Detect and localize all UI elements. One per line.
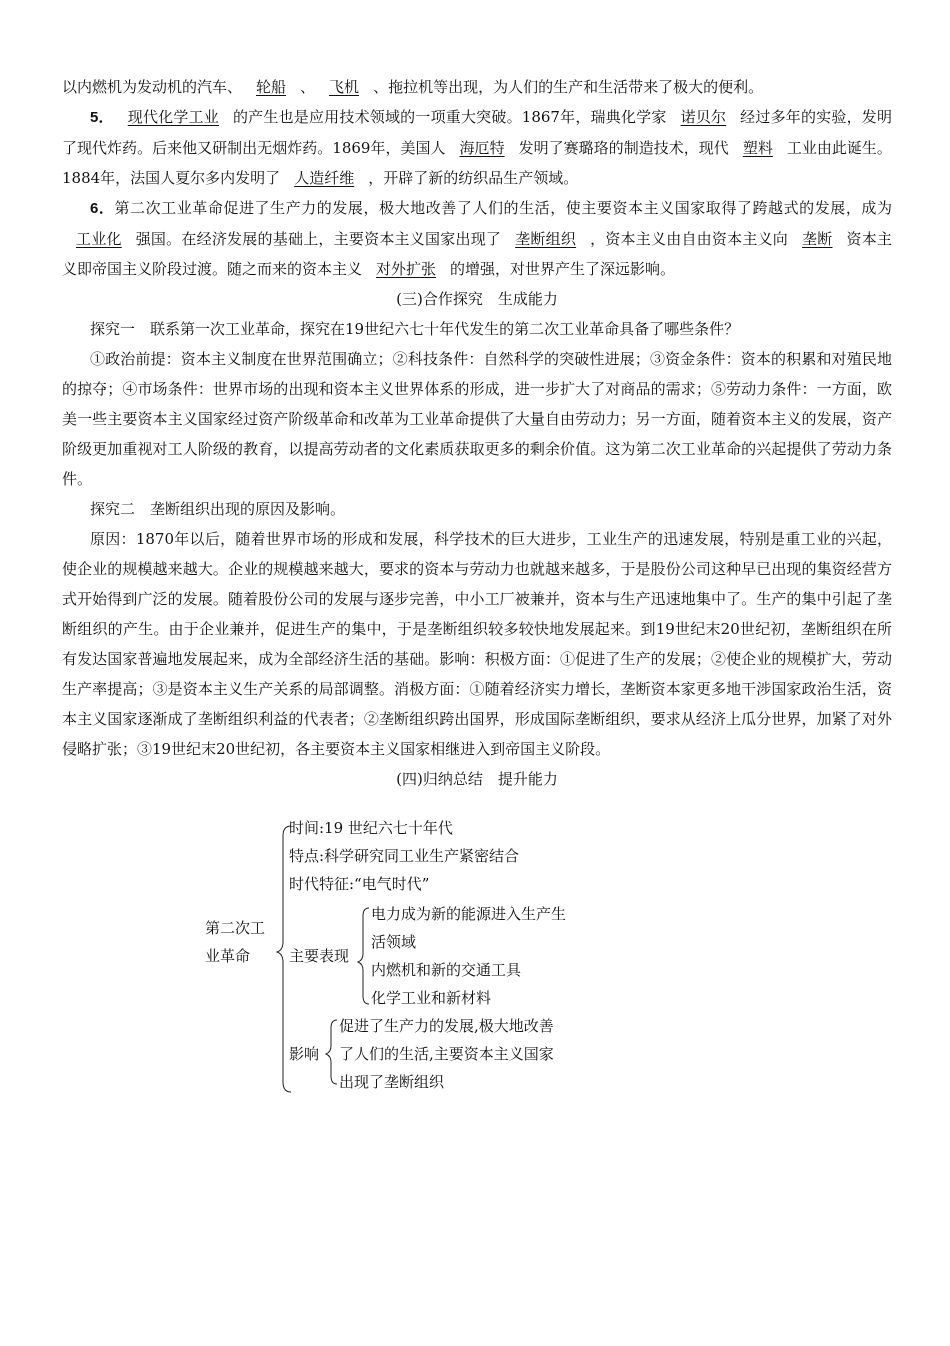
text: ，资本主义由自由资本主义向 xyxy=(590,230,789,248)
tree-root-line2: 业革命 xyxy=(205,947,251,965)
impact-bracket xyxy=(326,1020,337,1084)
tree-main-item-1a: 电力成为新的能源进入生产生 xyxy=(371,905,567,923)
tree-era: 时代特征:“电气时代” xyxy=(289,875,430,893)
question-number: 5． xyxy=(90,109,114,126)
answer-blank: 轮船 xyxy=(256,78,287,96)
answer-blank: 对外扩张 xyxy=(376,260,437,278)
explore-2-answer: 原因：1870年以后，随着世界市场的形成和发展，科学技术的巨大进步，工业生产的迅速发展，特别是重工业的兴起，使企业的规模越来越大。企业的规模越来越大，要求的资本与劳动力也就越来越多，于是股份公司这种早已出现的集资经营方式开始得到广泛的发展。随着股份公司的发展与逐步完善，中小工厂被兼并，资本与生产迅速地集中了。生产的集中引起了垄断组织的产生。由于企业兼并，促进生产的集中，于是垄断组织较多较快地发展起来。到19世纪末20世纪初，垄断组织在所有发达国家普遍地发展起来，成为全部经济生活的基础。影响：积极方面：①促进了生产的发展；②使企业的规模扩大，劳动生产率提高；③是资本主义生产关系的局部调整。消极方面：①随着经济实力增长，垄断资本家更多地干涉国家政治生活，资本主义国家逐渐成了垄断组织利益的代表者；②垄断组织跨出国界，形成国际垄断组织，要求从经济上瓜分世界，加紧了对外侵略扩张；③19世纪末20世纪初，各主要资本主义国家相继进入到帝国主义阶段。 xyxy=(62,530,892,758)
tree-feature: 特点:科学研究同工业生产紧密结合 xyxy=(289,847,520,865)
tree-main-item-2: 内燃机和新的交通工具 xyxy=(371,961,522,979)
tree-impact-line-a: 促进了生产力的发展,极大地改善 xyxy=(339,1017,554,1035)
answer-blank: 垄断 xyxy=(802,230,833,248)
answer-blank: 海厄特 xyxy=(459,139,505,157)
answer-blank: 人造纤维 xyxy=(294,169,355,187)
text: 强国。在经济发展的基础上，主要资本主义国家出现了 xyxy=(135,230,502,248)
tree-main-item-1b: 活领域 xyxy=(371,933,417,951)
tree-main-label: 主要表现 xyxy=(289,947,350,965)
text: 发明了赛璐珞的制造技术，现代 xyxy=(518,139,729,157)
text: 的产生也是应用技术领域的一项重大突破。1867年，瑞典化学家 xyxy=(232,108,667,126)
tree-root-line1: 第二次工 xyxy=(205,919,266,937)
text: 、 xyxy=(300,78,316,96)
text: 资本主义即帝国主义阶段过渡。随之而来的资本主义 xyxy=(62,230,892,278)
tree-impact-label: 影响 xyxy=(289,1045,320,1063)
answer-blank: 现代化学工业 xyxy=(127,108,219,126)
answer-blank: 诺贝尔 xyxy=(680,108,727,126)
tree-time: 时间:19 世纪六七十年代 xyxy=(289,819,453,837)
question-6 xyxy=(62,193,892,284)
text: 经过多年的实验，发明了现代炸药。后来他又研制出无烟炸药。1869年，美国人 xyxy=(62,108,892,157)
answer-blank: 垄断组织 xyxy=(515,230,577,248)
explore-1-question: 探究一 联系第一次工业革命，探究在19世纪六七十年代发生的第二次工业革命具备了哪些条件？ xyxy=(90,320,740,338)
question-5 xyxy=(62,102,892,193)
section-title-cooperative-inquiry: (三)合作探究 生成能力 xyxy=(396,290,558,308)
answer-blank: 飞机 xyxy=(329,78,360,96)
explore-2-question: 探究二 垄断组织出现的原因及影响。 xyxy=(90,500,346,518)
question-number: 6． xyxy=(90,200,115,217)
explore-1-answer: ①政治前提：资本主义制度在世界范围确立；②科技条件：自然科学的突破性进展；③资金条件：资本的积累和对殖民地的掠夺；④市场条件：世界市场的出现和资本主义世界体系的形成，进一步扩大了对商品的需求；⑤劳动力条件：一方面，欧美一些主要资本主义国家经过资产阶级革命和改革为工业革命提供了大量自由劳动力；另一方面，随着资本主义的发展，资产阶级更加重视对工人阶级的教育，以提高劳动者的文化素质获取更多的剩余价值。这为第二次工业革命的兴起提供了劳动力条件。 xyxy=(62,350,892,488)
text: 工业由此诞生。1884年，法国人夏尔多内发明了 xyxy=(62,139,892,187)
answer-blank: 塑料 xyxy=(742,139,773,157)
text: 第二次工业革命促进了生产力的发展，极大地改善了人们的生活，使主要资本主义国家取得了跨越式的发展，成为 xyxy=(114,199,892,217)
text: ，开辟了新的纺织品生产领域。 xyxy=(368,169,579,187)
worksheet-page xyxy=(62,72,892,794)
summary-tree-diagram xyxy=(205,820,625,1100)
paragraph-inventions xyxy=(62,72,892,102)
text: 以内燃机为发动机的汽车、 xyxy=(62,78,243,96)
tree-impact-line-c: 出现了垄断组织 xyxy=(339,1073,445,1091)
text: 的增强，对世界产生了深远影响。 xyxy=(450,260,676,278)
text: 、拖拉机等出现，为人们的生产和生活带来了极大的便利。 xyxy=(373,78,764,96)
main-expression-bracket xyxy=(358,908,369,1004)
section-title-summary: (四)归纳总结 提升能力 xyxy=(396,770,558,788)
tree-impact-line-b: 了人们的生活,主要资本主义国家 xyxy=(339,1045,554,1063)
answer-blank: 工业化 xyxy=(76,230,122,248)
tree-main-item-3: 化学工业和新材料 xyxy=(371,989,492,1007)
